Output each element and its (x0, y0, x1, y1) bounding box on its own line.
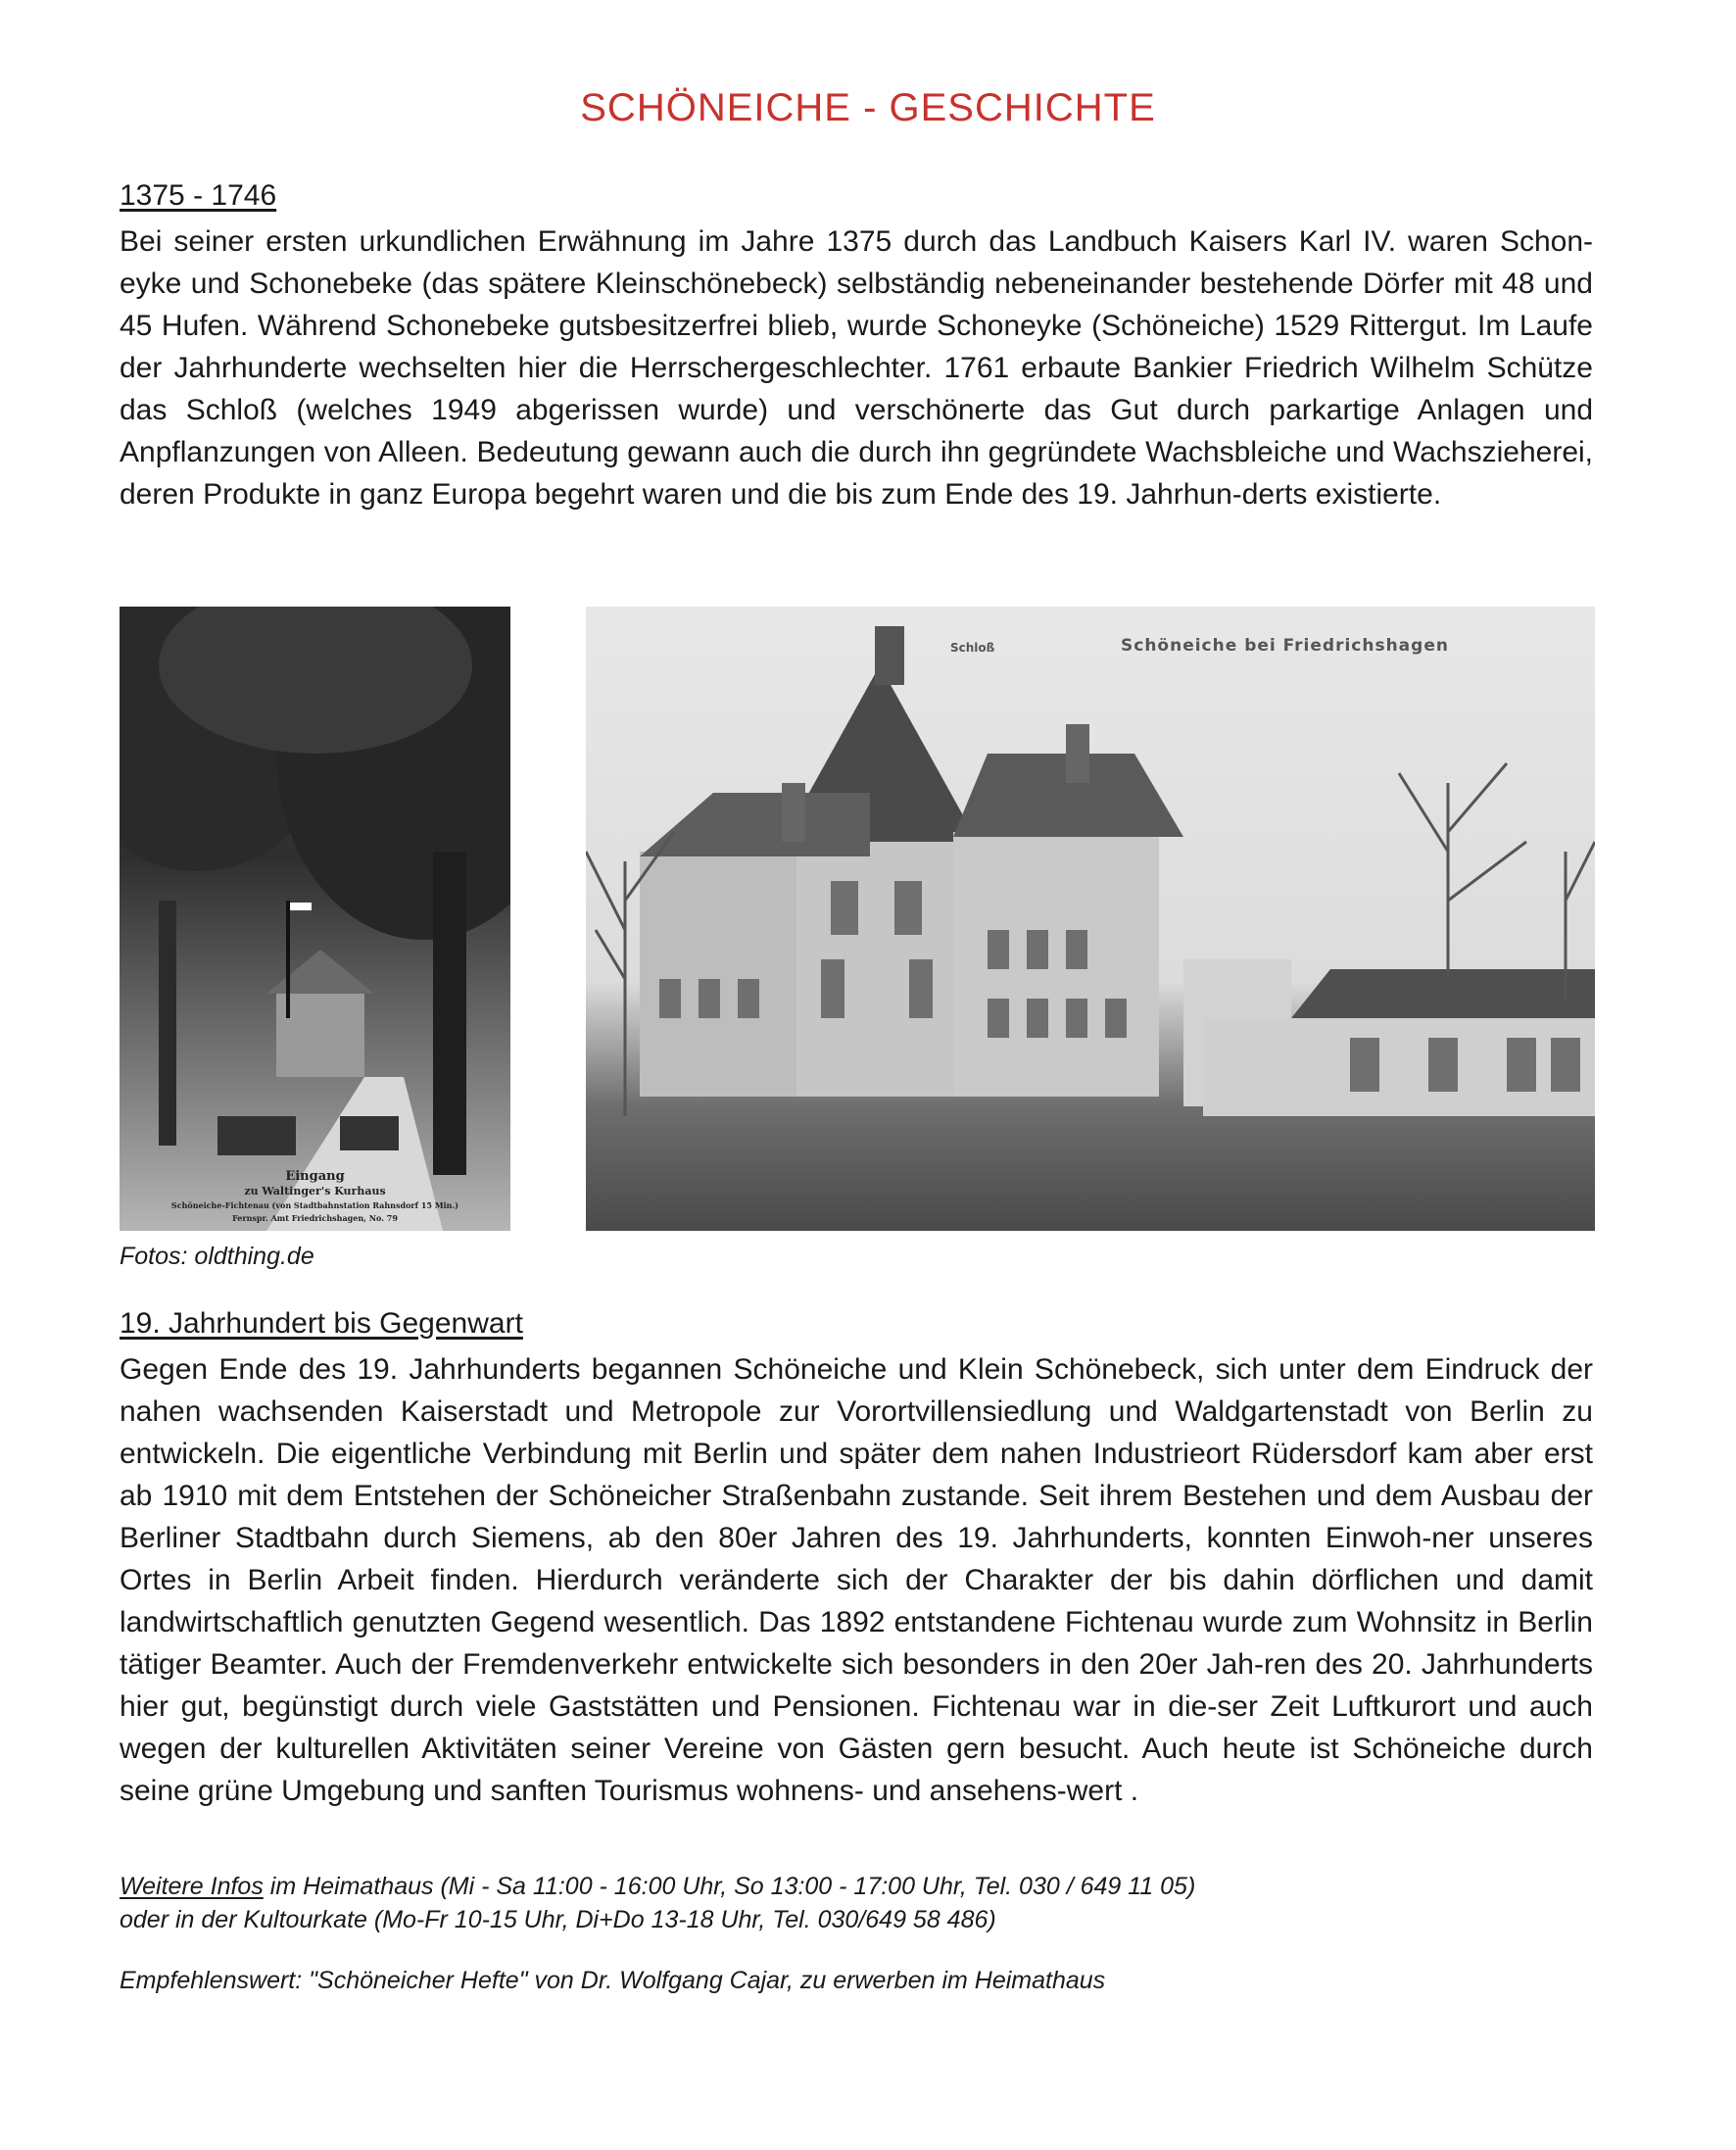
section-2-paragraph: Gegen Ende des 19. Jahrhunderts begannen Schöneiche und Klein Schönebeck, sich unter dem Eindruck der nahen wachsenden Kaiserstadt und Metropole zur Vorortvillensiedlung und Waldgartenstadt von Berlin zu entwickeln. Die eigentliche Verbindung mit Berlin und später dem nahen Industrieort Rüdersdorf kam aber erst ab 1910 mit dem Entstehen der Schöneicher Straßenbahn zustande. Seit ihrem Bestehen und dem Ausbau der Berliner Stadtbahn durch Siemens, ab den 80er Jahren des 19. Jahrhunderts, konnten Einwoh-ner unseres Ortes in Berlin Arbeit finden. Hierdurch veränderte sich der Charakter der bis dahin dörflichen und damit landwirtschaftlich genutzten Gegend wesentlich. Das 1892 entstandene Fichtenau wurde zum Wohnsitz in Berlin tätiger Beamter. Auch der Fremdenverkehr entwickelte sich besonders in den 20er Jah-ren des 20. Jahrhunderts hier gut, begünstigt durch viele Gaststätten und Pensionen. Fichtenau war in die-ser Zeit Luftkurort und auch wegen der kulturellen Aktivitäten seiner Vereine von Gästen gern besucht. Auch heute ist Schöneiche durch seine grüne Umgebung und sanften Tourismus wohnens- und ansehens-wert . (120, 1353, 1593, 1807)
photo-castle (586, 607, 1595, 1231)
postcard-label-schloss: Schloß (950, 641, 995, 655)
postcard-caption-line1: Eingang (285, 1169, 345, 1184)
postcard-label-location: Schöneiche bei Friedrichshagen (1121, 636, 1449, 656)
section-heading-1375-1746: 1375 - 1746 (120, 179, 277, 212)
info-line-2: oder in der Kultourkate (Mo-Fr 10-15 Uhr, Di+Do 13-18 Uhr, Tel. 030/649 58 486) (120, 1906, 996, 1933)
info-line-1-text: im Heimathaus (Mi - Sa 11:00 - 16:00 Uhr, So 13:00 - 17:00 Uhr, Tel. 030 / 649 11 05) (263, 1873, 1196, 1900)
more-info-link[interactable]: Weitere Infos (120, 1873, 264, 1900)
photo-credit: Fotos: oldthing.de (120, 1243, 314, 1270)
page-title: SCHÖNEICHE - GESCHICHTE (580, 86, 1156, 129)
recommendation-text: Empfehlenswert: "Schöneicher Hefte" von Dr. Wolfgang Cajar, zu erwerben im Heimathaus (120, 1967, 1106, 1994)
info-line-1 (120, 1870, 1195, 1903)
postcard-caption-line2: zu Waltinger's Kurhaus (244, 1185, 386, 1197)
section-heading-19th-century: 19. Jahrhundert bis Gegenwart (120, 1307, 523, 1340)
section-1-paragraph: Bei seiner ersten urkundlichen Erwähnung im Jahre 1375 durch das Landbuch Kaisers Karl IV. waren Schon-eyke und Schonebeke (das spätere Kleinschönebeck) selbständig nebeneinander bestehende Dörfer mit 48 und 45 Hufen. Während Schonebeke gutsbesitzerfrei blieb, wurde Schoneyke (Schöneiche) 1529 Rittergut. Im Laufe der Jahrhunderte wechselten hier die Herrschergeschlechter. 1761 erbaute Bankier Friedrich Wilhelm Schütze das Schloß (welches 1949 abgerissen wurde) und verschönerte das Gut durch parkartige Anlagen und Anpflanzungen von Alleen. Bedeutung gewann auch die durch ihn gegründete Wachsbleiche und Wachszieherei, deren Produkte in ganz Europa begehrt waren und die bis zum Ende des 19. Jahrhun-derts existierte. (120, 225, 1593, 511)
park-entrance-image (120, 607, 510, 1231)
postcard-caption-line3: Schöneiche-Fichtenau (von Stadtbahnstation Rahnsdorf 15 Min.) (170, 1200, 459, 1210)
photo-park-entrance (120, 607, 510, 1231)
castle-image (586, 607, 1595, 1231)
postcard-caption-line4: Fernspr. Amt Friedrichshagen, No. 79 (232, 1213, 398, 1223)
